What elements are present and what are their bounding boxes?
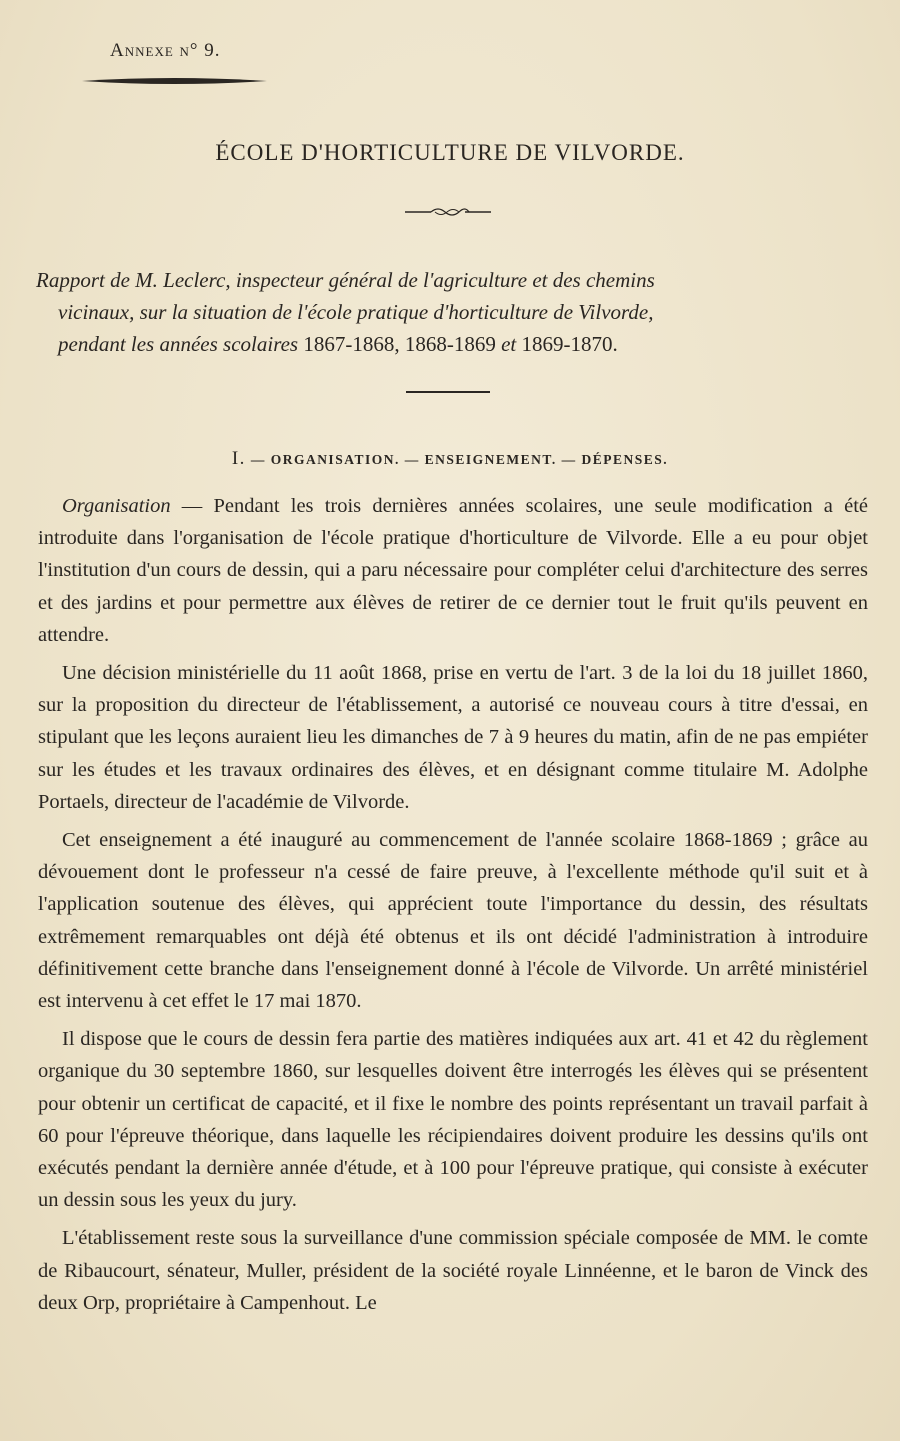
subtitle-line-2: vicinaux, sur la situation de l'école pratique d'horticulture de Vilvorde, — [58, 300, 654, 324]
paragraph-organisation — [38, 490, 868, 651]
annexe-label: Annexe n° 9. — [110, 40, 221, 61]
subtitle-years-b: 1869-1870. — [521, 332, 618, 356]
paragraph-disposition: Il dispose que le cours de dessin fera partie des matières indiquées aux art. 41 et 42 du règlement organique du 30 septembre 1860, sur lesquelles doivent être interrogés les élèves qui se présentent pour obtenir un certificat de capacité, et il fixe le nombre des points représentant un travail parfait à 60 pour l'épreuve théorique, dans laquelle les récipiendaires doivent produire les dessins qu'ils ont exécutés pendant la dernière année d'étude, et à 100 pour l'épreuve pratique, qui consiste à exécuter un dessin sous les yeux du jury. — [38, 1028, 868, 1212]
decorative-swell-rule — [82, 74, 267, 88]
body-text — [38, 490, 868, 1325]
page-title: ÉCOLE D'HORTICULTURE DE VILVORDE. — [215, 140, 685, 165]
subtitle-line-1: Rapport de M. Leclerc, inspecteur général de l'agriculture et des chemins — [36, 268, 655, 292]
paragraph-text: — Pendant les trois dernières années scolaires, une seule modification a été introduite dans l'organisation de l'école pratique d'horticulture de Vilvorde. Elle a eu pour objet l'institution d'un cours de dessin, qui a paru nécessaire pour compléter celui d'architecture des serres et des jardins et pour permettre aux élèves de retirer de ce dernier tout le fruit qu'ils peuvent en attendre. — [38, 495, 868, 646]
section-divider — [406, 391, 490, 393]
report-subtitle — [36, 264, 866, 360]
section-numeral: I. — [231, 448, 246, 469]
subtitle-et: et — [501, 332, 517, 356]
subtitle-years-a: 1867-1868, 1868-1869 — [303, 332, 496, 356]
decorative-ornament — [405, 204, 491, 220]
paragraph-decision: Une décision ministérielle du 11 août 1868, prise en vertu de l'art. 3 de la loi du 18 juillet 1860, sur la proposition du directeur de l'établissement, a autorisé ce nouveau cours à titre d'essai, en stipulant que les leçons auraient lieu les dimanches de 7 à 9 heures du matin, afin de ne pas empiéter sur les études et les travaux ordinaires des élèves, et en désignant comme titulaire M. Adolphe Portaels, directeur de l'académie de Vilvorde. — [38, 662, 868, 813]
paragraph-lead: Organisation — [62, 495, 171, 517]
paragraph-enseignement: Cet enseignement a été inauguré au commencement de l'année scolaire 1868-1869 ; grâce au dévouement dont le professeur n'a cessé de faire preuve, à l'excellente méthode qu'il suit et à l'application soutenue des élèves, qui apprécient toute l'importance du dessin, des résultats extrêmement remarquables ont déjà été obtenus et ils ont décidé l'administration à introduire définitivement cette branche dans l'enseignement donné à l'école de Vilvorde. Un arrêté ministériel est intervenu à cet effet le 17 mai 1870. — [38, 829, 868, 1013]
section-heading — [0, 448, 900, 470]
subtitle-line-3 — [36, 328, 866, 360]
paragraph-commission: L'établissement reste sous la surveillance d'une commission spéciale composée de MM. le comte de Ribaucourt, sénateur, Muller, président de la société royale Linnéenne, et le baron de Vinck des deux Orp, propriétaire à Campenhout. Le — [38, 1227, 868, 1314]
section-heading-text: — ORGANISATION. — ENSEIGNEMENT. — DÉPENSES. — [250, 452, 669, 467]
subtitle-prefix: pendant les années scolaires — [58, 332, 299, 356]
